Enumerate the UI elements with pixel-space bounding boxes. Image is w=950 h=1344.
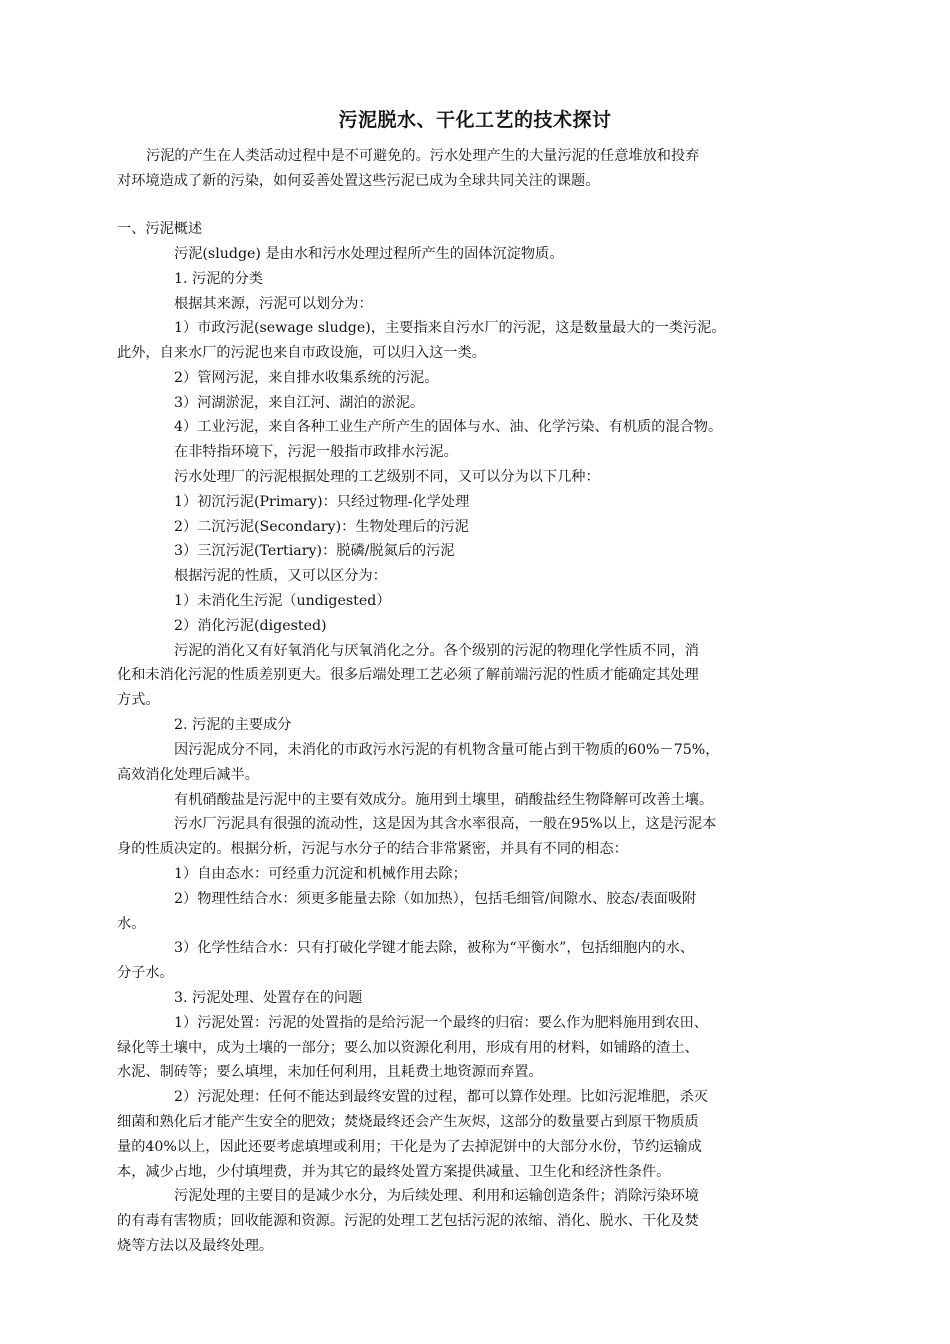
text-line: 污泥的产生在人类活动过程中是不可避免的。污水处理产生的大量污泥的任意堆放和投弃 (146, 148, 700, 164)
text-line: 1. 污泥的分类 (174, 271, 263, 287)
text-line: 3）三沉污泥(Tertiary)：脱磷/脱氮后的污泥 (174, 543, 455, 559)
text-line: 污泥(sludge) 是由水和污水处理过程所产生的固体沉淀物质。 (174, 246, 564, 262)
text-line: 1）未消化生污泥（undigested） (174, 593, 391, 609)
text-line: 有机硝酸盐是污泥中的主要有效成分。施用到土壤里，硝酸盐经生物降解可改善土壤。 (174, 792, 714, 808)
text-line: 2）物理性结合水：须更多能量去除（如加热），包括毛细管/间隙水、胶态/表面吸附 (174, 891, 697, 907)
text-line: 水。 (117, 916, 146, 932)
text-line: 3. 污泥处理、处置存在的问题 (174, 990, 363, 1006)
text-line: 一、污泥概述 (117, 221, 203, 237)
text-line: 1）市政污泥(sewage sludge)，主要指来自污水厂的污泥，这是数量最大的一类污泥。 (174, 320, 726, 336)
text-line: 化和未消化污泥的性质差别更大。很多后端处理工艺必须了解前端污泥的性质才能确定其处理 (117, 667, 699, 683)
text-line: 2）污泥处理：任何不能达到最终安置的过程，都可以算作处理。比如污泥堆肥，杀灭 (174, 1089, 708, 1105)
text-line: 本，减少占地，少付填埋费，并为其它的最终处置方案提供减量、卫生化和经济性条件。 (117, 1164, 671, 1180)
text-line: 绿化等土壤中，成为土壤的一部分；要么加以资源化利用，形成有用的材料，如铺路的渣土、 (117, 1040, 699, 1056)
text-line: 污泥处理的主要目的是减少水分，为后续处理、利用和运输创造条件；消除污染环境 (174, 1188, 699, 1204)
text-line: 3）河湖淤泥，来自江河、湖泊的淤泥。 (174, 395, 425, 411)
text-line: 在非特指环境下，污泥一般指市政排水污泥。 (174, 444, 458, 460)
text-line: 污水处理厂的污泥根据处理的工艺级别不同，又可以分为以下几种： (174, 469, 600, 485)
text-line: 2）管网污泥，来自排水收集系统的污泥。 (174, 370, 439, 386)
text-line: 4）工业污泥，来自各种工业生产所产生的固体与水、油、化学污染、有机质的混合物。 (174, 419, 723, 435)
text-line: 1）初沉污泥(Primary)：只经过物理-化学处理 (174, 494, 470, 510)
text-line: 1）自由态水：可经重力沉淀和机械作用去除； (174, 866, 467, 882)
text-line: 1）污泥处置：污泥的处置指的是给污泥一个最终的归宿：要么作为肥料施用到农田、 (174, 1015, 708, 1031)
document-title: 污泥脱水、干化工艺的技术探讨 (338, 109, 612, 131)
text-line: 水泥、制砖等；要么填埋，未加任何利用，且耗费土地资源而弃置。 (117, 1064, 543, 1080)
text-line: 2）消化污泥(digested) (174, 618, 327, 634)
text-line: 污泥的消化又有好氧消化与厌氧消化之分。各个级别的污泥的物理化学性质不同，消 (174, 643, 699, 659)
text-line: 身的性质决定的。根据分析，污泥与水分子的结合非常紧密，并具有不同的相态： (117, 841, 628, 857)
text-line: 量的40%以上，因此还要考虑填埋或利用；干化是为了去掉泥饼中的大部分水份，节约运输成 (117, 1139, 702, 1155)
text-line: 根据污泥的性质，又可以区分为： (174, 568, 387, 584)
text-line: 2）二沉污泥(Secondary)：生物处理后的污泥 (174, 519, 469, 535)
text-line: 细菌和熟化后才能产生安全的肥效；焚烧最终还会产生灰烬，这部分的数量要占到原干物质质 (117, 1114, 699, 1130)
text-line: 烧等方法以及最终处理。 (117, 1238, 274, 1254)
text-line: 根据其来源，污泥可以划分为： (174, 296, 373, 312)
text-line: 方式。 (117, 692, 160, 708)
text-line: 2. 污泥的主要成分 (174, 717, 292, 733)
text-line: 分子水。 (117, 965, 174, 981)
text-line: 的有毒有害物质；回收能源和资源。污泥的处理工艺包括污泥的浓缩、消化、脱水、干化及焚 (117, 1213, 699, 1229)
text-line: 对环境造成了新的污染，如何妥善处置这些污泥已成为全球共同关注的课题。 (117, 173, 600, 189)
text-line: 污水厂污泥具有很强的流动性，这是因为其含水率很高，一般在95%以上，这是污泥本 (174, 816, 717, 832)
text-line: 3）化学性结合水：只有打破化学键才能去除，被称为“平衡水”，包括细胞内的水、 (174, 940, 695, 956)
text-line: 此外，自来水厂的污泥也来自市政设施，可以归入这一类。 (117, 345, 486, 361)
text-line: 高效消化处理后减半。 (117, 767, 259, 783)
text-line: 因污泥成分不同，未消化的市政污水污泥的有机物含量可能占到干物质的60%－75%， (174, 742, 720, 758)
